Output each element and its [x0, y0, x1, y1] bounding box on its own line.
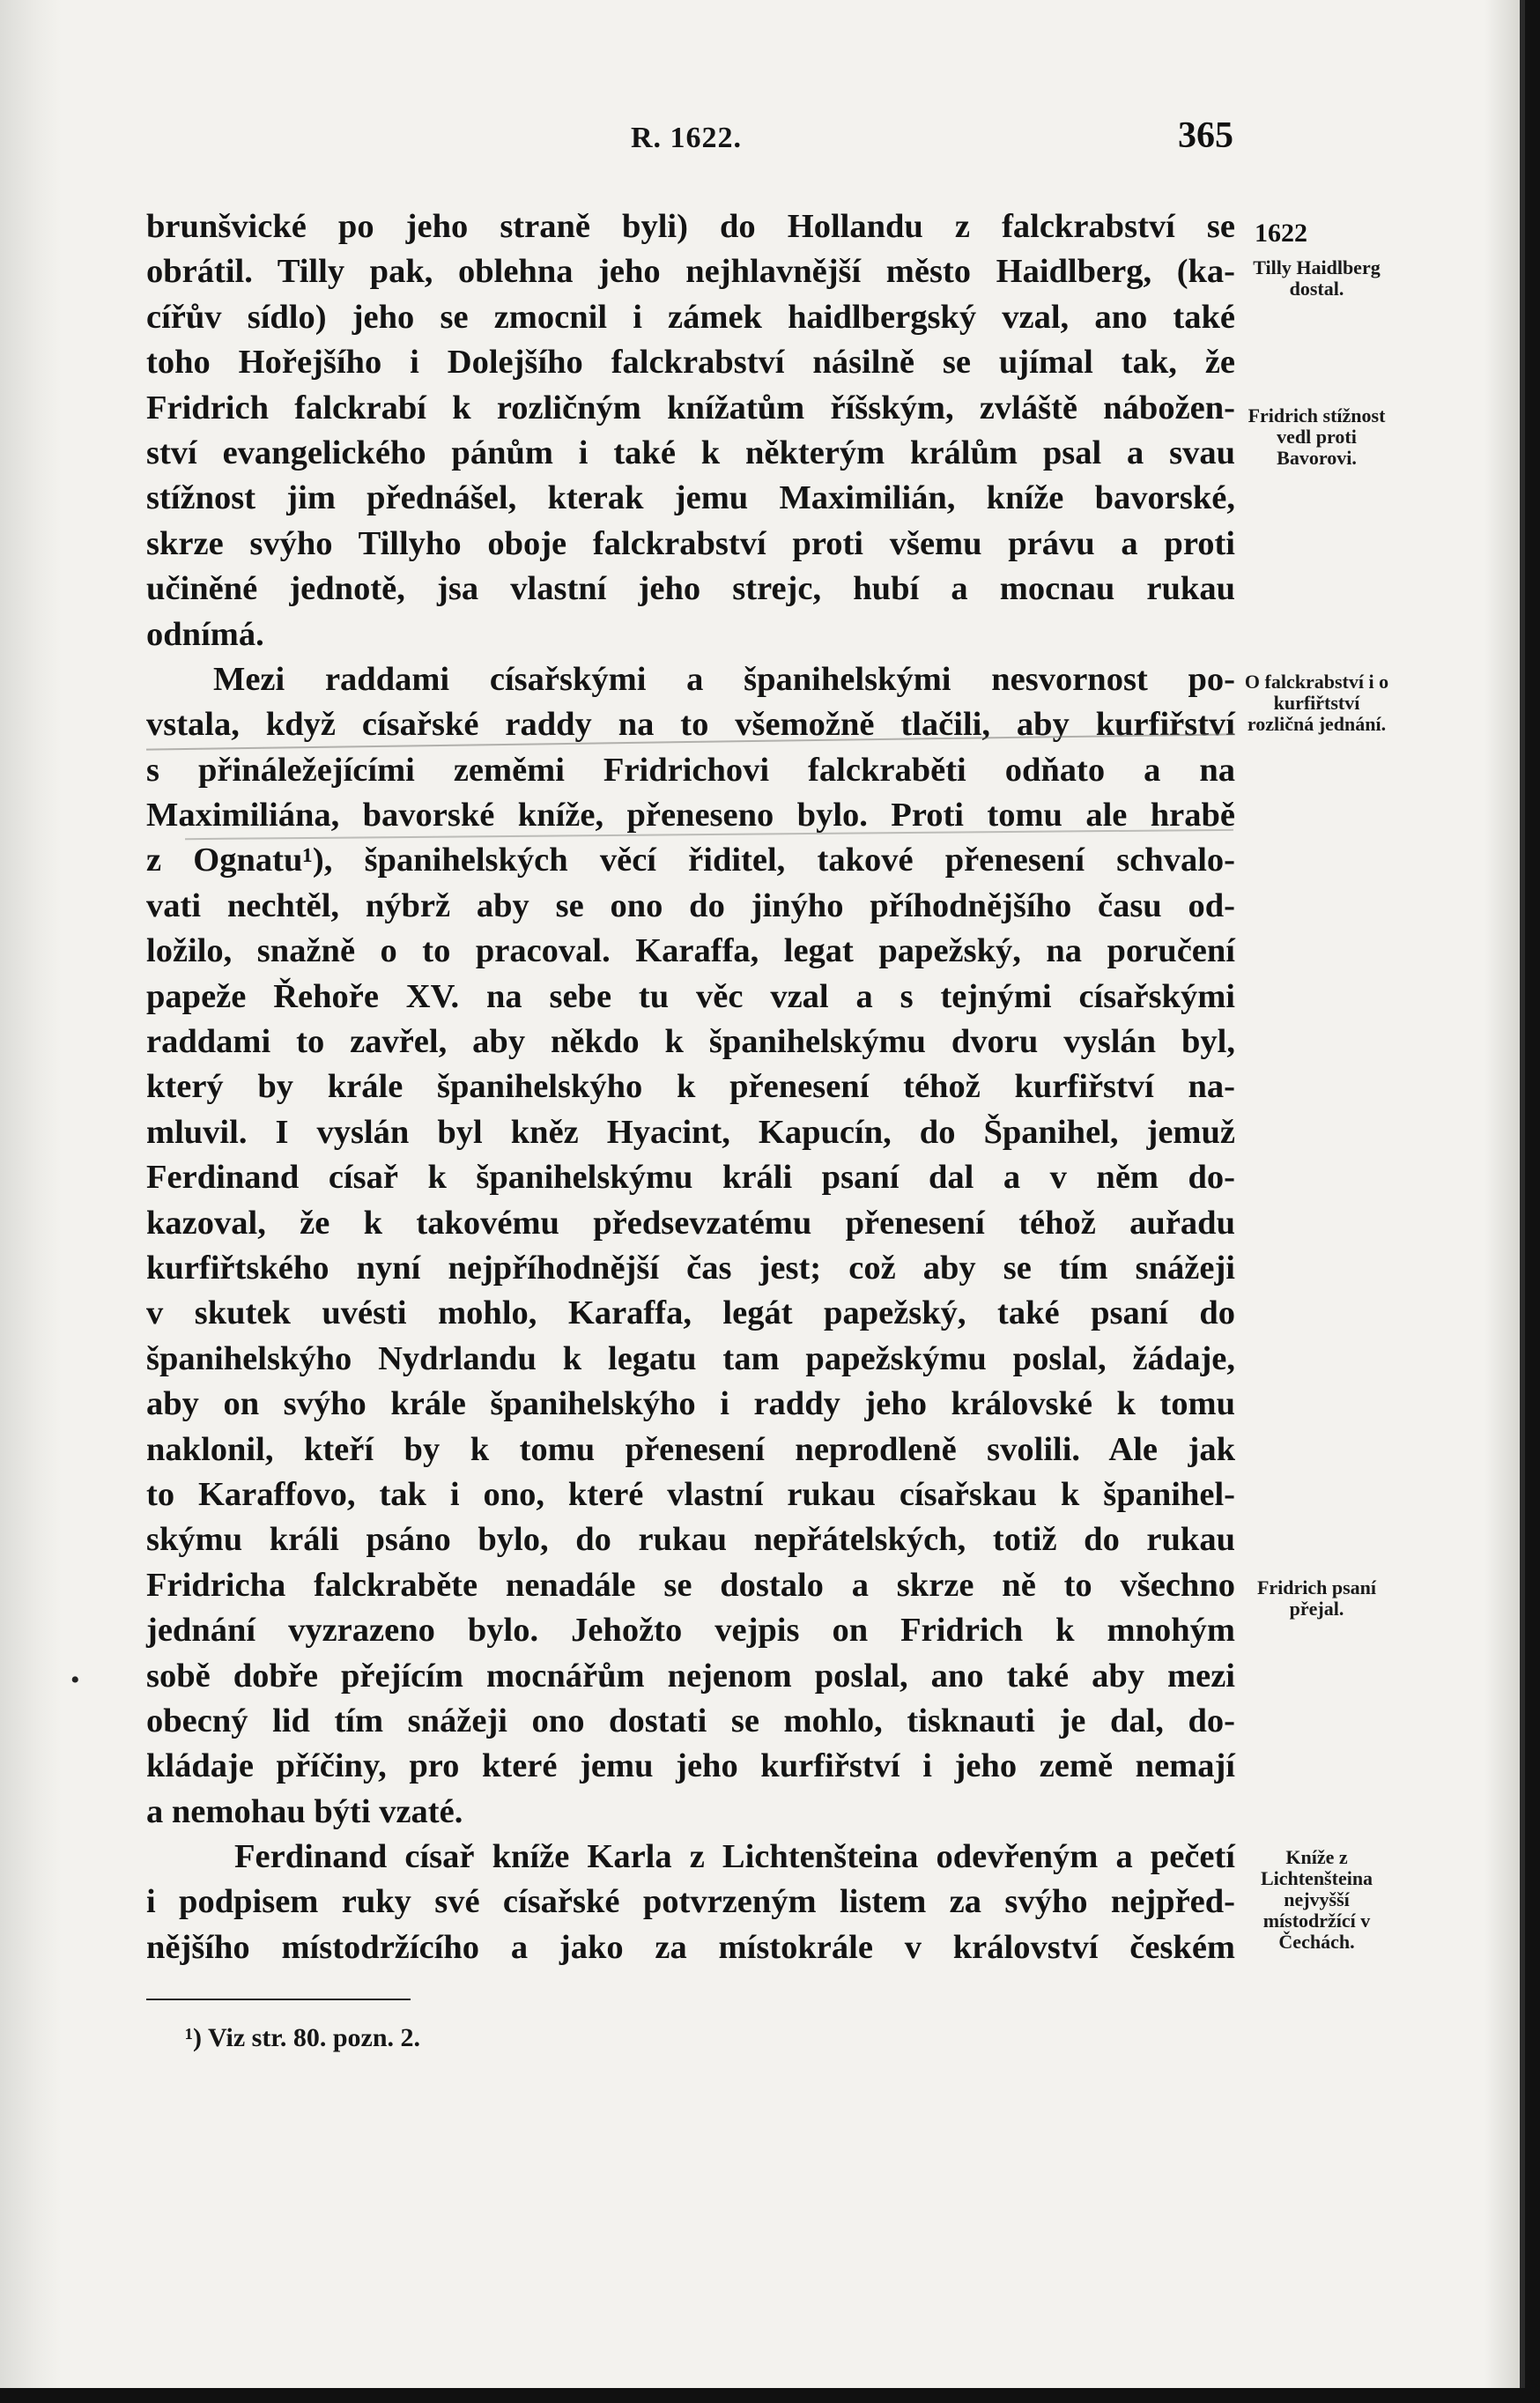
text-line: učiněné jednotě, jsa vlastní jeho strejc, hubí a mocnau rukau: [146, 570, 1235, 608]
running-head-year: R. 1622.: [631, 122, 743, 154]
text-line: i podpisem ruky své císařské potvrzeným listem za svýho nejpřed-: [146, 1883, 1235, 1921]
margin-note-fridrich-letter: Fridrich psaní přejal.: [1256, 1576, 1377, 1620]
page-number: 365: [1178, 115, 1233, 156]
margin-note-tilly: Tilly Haidlberg dostal.: [1253, 256, 1381, 300]
text-line: mluvil. I vyslán byl kněz Hyacint, Kapucín, do Španihel, jemuž: [146, 1113, 1235, 1151]
text-line: vati nechtěl, nýbrž aby se ono do jinýho příhodnějšího času od-: [146, 886, 1235, 924]
text-line: Ferdinand císař k španihelskýmu králi psaní dal a v něm do-: [146, 1159, 1235, 1197]
page-shadow-right: [1484, 0, 1520, 2388]
margin-year: 1622: [1255, 219, 1307, 248]
text-line: raddami to zavřel, aby někdo k španihelskýmu dvoru vyslán byl,: [146, 1023, 1235, 1061]
footnote: ¹) Viz str. 80. pozn. 2.: [185, 2023, 421, 2052]
page-shadow-left: [0, 0, 62, 2388]
text-line: kazoval, že k takovému předsevzatému přenesení téhož auřadu: [146, 1204, 1235, 1242]
text-line: ství evangelického pánům i také k některým králům psal a svau: [146, 434, 1235, 471]
text-line: obrátil. Tilly pak, oblehna jeho nejhlavnější město Haidlberg, (ka-: [146, 253, 1235, 291]
text-line: skýmu králi psáno bylo, do rukau nepřátelských, totiž do rukau: [146, 1521, 1235, 1559]
text-line: Mezi raddami císařskými a španihelskými nesvornost po-: [213, 660, 1235, 698]
text-line: toho Hořejšího i Dolejšího falckrabství násilně se ujímal tak, že: [146, 344, 1235, 382]
text-line: naklonil, kteří by k tomu přenesení neprodleně svolili. Ale jak: [146, 1430, 1235, 1468]
running-head: [148, 115, 1233, 167]
text-line: odnímá.: [146, 615, 264, 653]
margin-note-lichtenstein: Kníže z Lichtenšteina nejvyšší místodržící v Čechách.: [1260, 1846, 1373, 1953]
text-line: Ferdinand císař kníže Karla z Lichtenšteina odevřeným a pečetí: [234, 1838, 1235, 1876]
text-line: skrze svýho Tillyho oboje falckrabství proti všemu právu a proti: [146, 524, 1235, 562]
text-line: papeže Řehoře XV. na sebe tu věc vzal a s tejnými císařskými: [146, 977, 1235, 1015]
text-line: kurfiřtského nyní nejpříhodnější čas jest; což aby se tím snážeji: [146, 1249, 1235, 1287]
text-line: cířův sídlo) jeho se zmocnil i zámek haidlbergský vzal, ano také: [146, 298, 1235, 336]
text-line: Fridricha falckraběte nenadále se dostalo a skrze ně to všechno: [146, 1566, 1235, 1604]
text-line: z Ognatu¹), španihelských věcí řiditel, takové přenesení schvalo-: [146, 842, 1235, 879]
text-line: vstala, když císařské raddy na to všemožně tlačili, aby kurfiřství: [146, 706, 1235, 744]
text-line: a nemohau býti vzaté.: [146, 1792, 463, 1830]
main-text: [146, 204, 1235, 1970]
text-line: brunšvické po jeho straně byli) do Hollandu z falckrabství se: [146, 208, 1235, 245]
text-line: kládaje příčiny, pro které jemu jeho kurfiřství i jeho země nemají: [146, 1747, 1235, 1785]
text-line: s přináležejícími zeměmi Fridrichovi falckraběti odňato a na: [146, 751, 1235, 789]
text-line: Maximiliána, bavorské kníže, přeneseno bylo. Proti tomu ale hrabě: [146, 797, 1235, 834]
text-line: stížnost jim přednášel, kterak jemu Maximilián, kníže bavorské,: [146, 479, 1235, 517]
margin-note-electorate: O falckrabství i o kurfiřtství rozličná jednání.: [1244, 671, 1389, 735]
footnote-rule: [146, 1999, 411, 2000]
text-line: ložilo, snažně o to pracoval. Karaffa, legat papežský, na poručení: [146, 932, 1235, 970]
text-line: aby on svýho krále španihelskýho i raddy jeho královské k tomu: [146, 1385, 1235, 1423]
text-line: sobě dobře přejícím mocnářům nejenom poslal, ano také aby mezi: [146, 1657, 1235, 1695]
text-line: obecný lid tím snážeji ono dostati se mohlo, tisknauti je dal, do-: [146, 1702, 1235, 1739]
margin-note-fridrich-complaint: Fridrich stížnost vedl proti Bavorovi.: [1248, 404, 1386, 469]
text-line: Fridrich falckrabí k rozličným knížatům říšským, zvláště nábožen-: [146, 389, 1235, 426]
text-line: nějšího místodržícího a jako za místokrále v království českém: [146, 1928, 1235, 1966]
stray-mark: •: [70, 1665, 80, 1695]
text-line: jednání vyzrazeno bylo. Jehožto vejpis on Fridrich k mnohým: [146, 1612, 1235, 1650]
text-line: který by krále španihelskýho k přenesení téhož kurfiřství na-: [146, 1068, 1235, 1106]
text-line: španihelskýho Nydrlandu k legatu tam papežskýmu poslal, žádaje,: [146, 1339, 1235, 1377]
text-line: v skutek uvésti mohlo, Karaffa, legát papežský, také psaní do: [146, 1294, 1235, 1332]
text-line: to Karaffovo, tak i ono, které vlastní rukau císařskau k španihel-: [146, 1475, 1235, 1513]
